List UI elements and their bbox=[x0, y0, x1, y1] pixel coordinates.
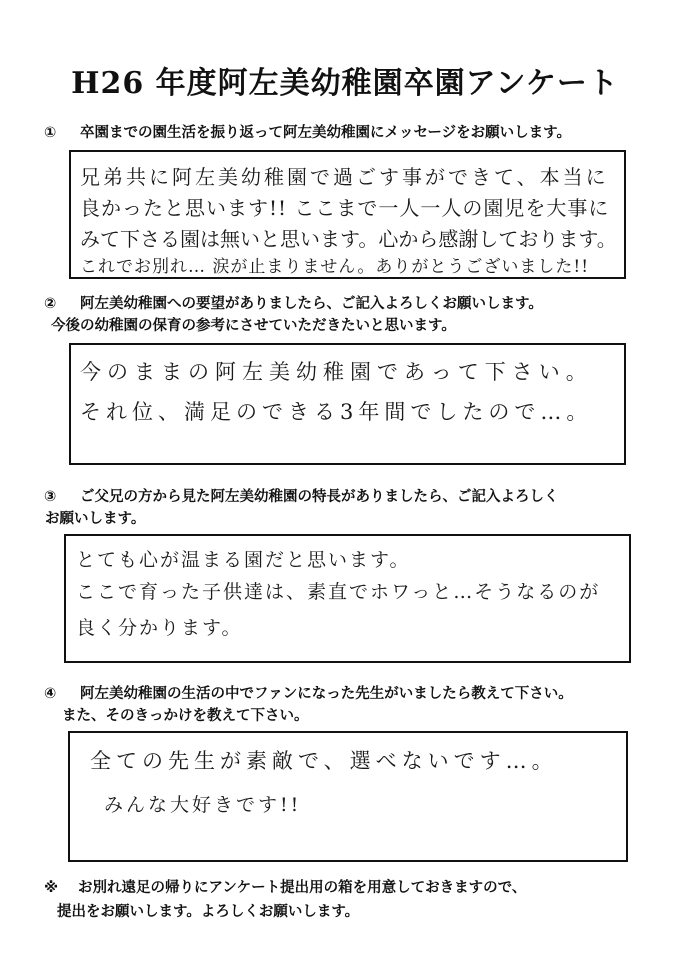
answer-2-line-1: 今のままの阿左美幼稚園であって下さい。 bbox=[80, 360, 593, 384]
footer-note-mark: ※ bbox=[44, 880, 59, 896]
footer-note-line-1: お別れ遠足の帰りにアンケート提出用の箱を用意しておきますので、 bbox=[78, 880, 527, 896]
question-2 bbox=[44, 293, 543, 337]
question-2-number: ② bbox=[44, 296, 57, 312]
question-1-number: ① bbox=[44, 125, 57, 141]
footer-note-line-2: 提出をお願いします。よろしくお願いします。 bbox=[57, 904, 360, 920]
question-2-text: 阿左美幼稚園への要望がありましたら、ご記入よろしくお願いします。 bbox=[80, 296, 543, 312]
question-4-number: ④ bbox=[44, 686, 57, 702]
answer-4-line-1: 全ての先生が素敵で、選べないです…。 bbox=[90, 749, 558, 773]
question-3-text-line-2: お願いします。 bbox=[45, 511, 146, 527]
page-title: H26 年度阿左美幼稚園卒園アンケート bbox=[71, 66, 619, 101]
question-4-text-line-2: また、そのきっかけを教えて下さい。 bbox=[62, 708, 309, 724]
answer-3-line-2: ここで育った子供達は、素直でホワっと…そうなるのが bbox=[76, 581, 601, 603]
question-3 bbox=[44, 486, 559, 530]
footer-note bbox=[44, 876, 526, 924]
question-1 bbox=[44, 122, 571, 144]
question-2-text-line-2: 今後の幼稚園の保育の参考にさせていただきたいと思います。 bbox=[51, 318, 456, 334]
answer-1-line-2: 良かったと思います!! ここまで一人一人の園児を大事に bbox=[80, 196, 610, 220]
answer-3-line-3: 良く分かります。 bbox=[76, 617, 243, 639]
answer-3-line-1: とても心が温まる園だと思います。 bbox=[76, 549, 411, 571]
answer-1-line-4: これでお別れ… 涙が止まりません。ありがとうございました!! bbox=[80, 257, 590, 277]
answer-1-line-1: 兄弟共に阿左美幼稚園で過ごす事ができて、本当に bbox=[80, 165, 609, 189]
question-1-text: 卒園までの園生活を振り返って阿左美幼稚園にメッセージをお願いします。 bbox=[80, 125, 571, 141]
answer-2-line-2: それ位、満足のできる3年間でしたので…。 bbox=[80, 400, 593, 424]
answer-1-line-3: みて下さる園は無いと思います。心から感謝しております。 bbox=[80, 227, 617, 251]
question-4 bbox=[44, 683, 573, 727]
answer-4-line-2: みんな大好きです!! bbox=[104, 794, 302, 816]
question-4-text: 阿左美幼稚園の生活の中でファンになった先生がいましたら教えて下さい。 bbox=[80, 686, 573, 702]
question-3-text: ご父兄の方から見た阿左美幼稚園の特長がありましたら、ご記入よろしく bbox=[80, 489, 559, 505]
question-3-number: ③ bbox=[44, 489, 57, 505]
